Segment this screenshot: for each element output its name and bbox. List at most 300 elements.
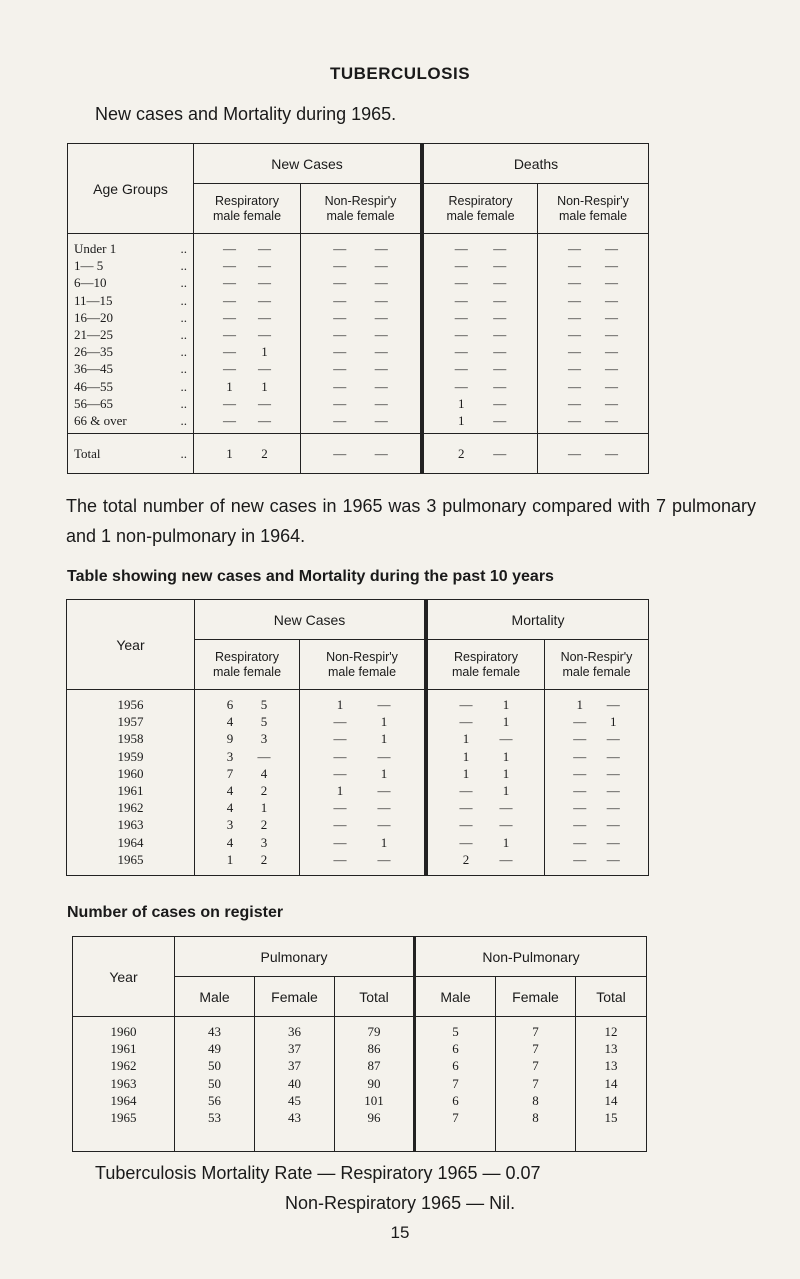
register-value: 37 <box>288 1041 301 1057</box>
register-value: 50 <box>208 1058 221 1074</box>
female-value: — <box>605 361 618 377</box>
total-deaths-respiratory: 2 — <box>422 434 538 474</box>
female-value: 2 <box>260 851 268 867</box>
female-value: — <box>374 292 388 308</box>
male-value: — <box>333 275 347 291</box>
value-pair <box>424 343 537 360</box>
register-value: 14 <box>604 1092 618 1108</box>
value-pair <box>424 378 537 395</box>
age-group-row <box>74 343 193 360</box>
value-pair <box>545 799 648 816</box>
female-value: — <box>374 395 388 411</box>
male-value: — <box>333 361 347 377</box>
age-group-row <box>74 412 193 429</box>
nonpulmonary-total-header: Total <box>576 977 647 1017</box>
female-value: 1 <box>260 800 268 816</box>
female-value: — <box>374 258 388 274</box>
female-value: — <box>374 361 388 377</box>
page-number: 15 <box>390 1223 410 1242</box>
female-value: — <box>374 344 388 360</box>
female-value: — <box>605 378 618 394</box>
age-group-label: 16—20 <box>74 309 113 325</box>
male-value: — <box>454 344 468 360</box>
leader-dots: .. <box>180 395 187 411</box>
value-pair <box>424 326 537 343</box>
male-value: — <box>223 275 236 291</box>
value-pair <box>538 343 648 360</box>
value-pair <box>194 240 300 257</box>
year-cell: 1964 <box>117 834 144 850</box>
register-value: 7 <box>532 1075 539 1091</box>
female-value: — <box>605 326 618 342</box>
nonpulmonary-female-values <box>496 1017 576 1152</box>
age-group-label: 6—10 <box>74 275 107 291</box>
male-value: — <box>333 258 347 274</box>
register-value: 6 <box>452 1041 459 1057</box>
year-header: Year <box>67 600 195 690</box>
value-pair <box>300 834 424 851</box>
value-pair <box>300 816 424 833</box>
female-value: 2 <box>260 782 268 798</box>
year-cell: 1958 <box>117 731 144 747</box>
nonpulmonary-male-values <box>415 1017 496 1152</box>
male-value: — <box>333 748 347 764</box>
value-pair <box>424 360 537 377</box>
value-pair <box>194 257 300 274</box>
register-value: 43 <box>288 1109 301 1125</box>
female-value: — <box>606 782 620 798</box>
value-pair <box>428 834 544 851</box>
value-pair <box>538 257 648 274</box>
respiratory-subheader: Respiratory male female <box>194 184 301 234</box>
age-group-row <box>74 257 193 274</box>
female-value: — <box>377 697 391 712</box>
female-value: 1 <box>261 344 268 360</box>
female-value: 1 <box>380 834 388 850</box>
year-cell: 1960 <box>117 765 144 781</box>
value-pair <box>301 240 420 257</box>
female-value: 1 <box>502 748 510 764</box>
male-value: — <box>573 817 587 833</box>
male-value: — <box>333 378 347 394</box>
female-value: — <box>605 292 618 308</box>
year-list <box>73 1017 175 1152</box>
male-value: — <box>223 241 236 256</box>
value-pair <box>301 343 420 360</box>
female-value: 1 <box>502 714 510 730</box>
female-value: — <box>605 309 618 325</box>
female-value: 1 <box>502 765 510 781</box>
value-pair <box>195 799 299 816</box>
female-value: 1 <box>380 714 388 730</box>
male-value: — <box>223 326 236 342</box>
value-pair <box>194 412 300 429</box>
male-value: — <box>333 309 347 325</box>
female-value: — <box>377 800 391 816</box>
year-cell: 1963 <box>110 1075 137 1091</box>
register-value: 36 <box>288 1024 301 1039</box>
male-value: — <box>573 851 587 867</box>
register-value: 13 <box>604 1058 618 1074</box>
pulmonary-male-header: Male <box>175 977 255 1017</box>
female-value: — <box>493 292 507 308</box>
value-pair <box>538 309 648 326</box>
male-value: — <box>333 344 347 360</box>
female-value: 3 <box>260 834 268 850</box>
male-value: — <box>573 782 587 798</box>
year-cell: 1961 <box>110 1041 137 1057</box>
respiratory-subheader: Respiratory male female <box>422 184 538 234</box>
year-cell: 1959 <box>117 748 144 764</box>
male-value: — <box>573 731 587 747</box>
non-respiratory-subheader: Non-Respir'y male female <box>301 184 423 234</box>
female-value: — <box>377 782 391 798</box>
value-pair <box>194 395 300 412</box>
value-pair <box>424 240 537 257</box>
male-value: 1 <box>458 395 465 411</box>
female-value: — <box>606 817 620 833</box>
value-pair <box>195 816 299 833</box>
male-value: — <box>568 275 581 291</box>
male-value: 3 <box>226 817 234 833</box>
register-value: 7 <box>532 1058 539 1074</box>
year-cell: 1962 <box>117 800 144 816</box>
value-pair <box>545 765 648 782</box>
male-value: 1 <box>226 378 233 394</box>
value-pair <box>428 696 544 713</box>
age-group-row <box>74 378 193 395</box>
female-value: — <box>493 361 507 377</box>
page-title: TUBERCULOSIS <box>329 64 471 83</box>
value-pair <box>428 713 544 730</box>
female-value: — <box>374 275 388 291</box>
value-pair <box>300 748 424 765</box>
female-value: 5 <box>260 714 268 730</box>
pulmonary-total-values <box>335 1017 415 1152</box>
age-group-row <box>74 292 193 309</box>
leader-dots: .. <box>180 258 187 274</box>
register-value: 56 <box>208 1092 221 1108</box>
male-value: — <box>573 765 587 781</box>
value-pair <box>195 713 299 730</box>
year-cell: 1957 <box>117 714 144 730</box>
male-value: — <box>454 292 468 308</box>
total-label: Total .. <box>68 434 194 474</box>
register-value: 14 <box>604 1075 618 1091</box>
age-group-label: 66 & over <box>74 412 127 428</box>
value-pair <box>195 765 299 782</box>
female-value: — <box>374 326 388 342</box>
value-pair <box>195 834 299 851</box>
male-value: — <box>333 800 347 816</box>
summary-paragraph: The total number of new cases in 1965 was 3 pulmonary compared with 7 pulmonary and 1 non-pulmonary in 1964. <box>66 496 756 546</box>
value-pair <box>194 326 300 343</box>
female-value: — <box>374 309 388 325</box>
male-value: — <box>454 361 468 377</box>
register-value: 5 <box>452 1024 459 1039</box>
female-value: — <box>377 851 391 867</box>
value-pair <box>194 292 300 309</box>
male-value: — <box>568 361 581 377</box>
value-pair <box>545 748 648 765</box>
value-pair <box>428 851 544 868</box>
year-cell: 1961 <box>117 782 144 798</box>
male-value: — <box>223 344 236 360</box>
male-value: 1 <box>462 731 470 747</box>
nonpulmonary-total-values <box>576 1017 647 1152</box>
register-value: 40 <box>288 1075 301 1091</box>
male-value: — <box>454 241 468 256</box>
value-pair <box>428 765 544 782</box>
female-value: 4 <box>260 765 268 781</box>
female-value: — <box>493 344 507 360</box>
value-pair <box>300 730 424 747</box>
pulmonary-male-values <box>175 1017 255 1152</box>
female-value: 2 <box>260 817 268 833</box>
male-value: — <box>568 258 581 274</box>
male-value: 4 <box>226 782 234 798</box>
male-value: — <box>568 395 581 411</box>
female-value: — <box>605 344 618 360</box>
female-value: — <box>606 834 620 850</box>
male-value: 6 <box>226 697 234 712</box>
value-pair <box>301 395 420 412</box>
female-value: — <box>493 258 507 274</box>
register-value: 90 <box>367 1075 381 1091</box>
value-pair <box>194 343 300 360</box>
age-group-label: 26—35 <box>74 344 113 360</box>
ten-year-cases-mortality-table <box>66 599 649 876</box>
new-cases-mortality-1965-table <box>67 143 649 474</box>
female-value: — <box>493 241 507 256</box>
age-group-row <box>74 326 193 343</box>
male-value: 1 <box>462 765 470 781</box>
mortality-rate-note <box>95 1158 541 1218</box>
male-value: — <box>333 241 347 256</box>
male-value: — <box>568 344 581 360</box>
age-group-row <box>74 240 193 257</box>
value-pair <box>538 378 648 395</box>
non-pulmonary-header: Non-Pulmonary <box>415 937 647 977</box>
male-value: 2 <box>462 851 470 867</box>
value-pair <box>424 274 537 291</box>
value-pair <box>300 851 424 868</box>
male-value: — <box>568 412 581 428</box>
age-group-label: 1— 5 <box>74 258 104 274</box>
section-subtitle: New cases and Mortality during 1965. <box>95 104 397 124</box>
total-new-nonrespiratory: — — <box>301 434 423 474</box>
female-value: 5 <box>260 697 268 712</box>
male-value: 1 <box>458 412 465 428</box>
register-value: 49 <box>208 1041 221 1057</box>
male-value: 7 <box>226 765 234 781</box>
non-respiratory-subheader: Non-Respir'y male female <box>545 640 649 690</box>
register-value: 7 <box>532 1024 539 1039</box>
register-value: 53 <box>208 1109 221 1125</box>
female-value: — <box>258 326 271 342</box>
male-value: — <box>333 817 347 833</box>
female-value: — <box>374 241 388 256</box>
mortality-respiratory-values <box>426 690 545 876</box>
value-pair <box>538 240 648 257</box>
value-pair <box>194 309 300 326</box>
register-value: 43 <box>208 1024 221 1039</box>
female-value: — <box>377 748 391 764</box>
female-value: — <box>258 361 271 377</box>
deaths-nonrespiratory-values <box>538 234 649 434</box>
age-group-label: Under 1 <box>74 241 117 256</box>
leader-dots: .. <box>180 412 187 428</box>
male-value: — <box>459 800 473 816</box>
age-group-row <box>74 309 193 326</box>
pulmonary-female-header: Female <box>255 977 335 1017</box>
value-pair <box>301 274 420 291</box>
value-pair <box>424 395 537 412</box>
male-value: — <box>333 395 347 411</box>
leader-dots: .. <box>180 361 187 377</box>
female-value: — <box>606 800 620 816</box>
value-pair <box>545 713 648 730</box>
female-value: — <box>606 765 620 781</box>
value-pair <box>538 292 648 309</box>
mortality-rate-nonrespiratory: Non-Respiratory 1965 — Nil. <box>285 1193 516 1213</box>
male-value: — <box>568 326 581 342</box>
age-group-row <box>74 395 193 412</box>
register-value: 8 <box>532 1109 539 1125</box>
year-list <box>67 690 195 876</box>
value-pair <box>545 782 648 799</box>
female-value: — <box>257 748 271 764</box>
female-value: — <box>605 395 618 411</box>
value-pair <box>301 292 420 309</box>
male-value: 4 <box>226 714 234 730</box>
value-pair <box>424 257 537 274</box>
female-value: 1 <box>502 697 510 712</box>
female-value: — <box>499 851 513 867</box>
male-value: 1 <box>336 782 344 798</box>
register-value: 6 <box>452 1058 459 1074</box>
value-pair <box>545 816 648 833</box>
total-deaths-nonrespiratory: — — <box>538 434 649 474</box>
value-pair <box>300 799 424 816</box>
new-cases-header: New Cases <box>195 600 427 640</box>
male-value: — <box>333 292 347 308</box>
female-value: — <box>493 309 507 325</box>
leader-dots: .. <box>180 326 187 342</box>
female-value: — <box>258 395 271 411</box>
non-respiratory-subheader: Non-Respir'y male female <box>300 640 427 690</box>
value-pair <box>301 360 420 377</box>
value-pair <box>301 412 420 429</box>
register-value: 86 <box>367 1041 381 1057</box>
male-value: — <box>333 731 347 747</box>
value-pair <box>428 799 544 816</box>
male-value: — <box>459 834 473 850</box>
register-value: 101 <box>364 1092 384 1108</box>
value-pair <box>194 378 300 395</box>
male-value: — <box>568 309 581 325</box>
female-value: — <box>605 241 618 256</box>
female-value: 1 <box>380 765 388 781</box>
male-value: — <box>454 275 468 291</box>
deaths-respiratory-values <box>422 234 538 434</box>
male-value: 4 <box>226 834 234 850</box>
value-pair <box>301 257 420 274</box>
value-pair <box>538 274 648 291</box>
leader-dots: .. <box>180 275 187 291</box>
non-respiratory-subheader: Non-Respir'y male female <box>538 184 649 234</box>
register-value: 7 <box>532 1041 539 1057</box>
value-pair <box>545 730 648 747</box>
value-pair <box>300 696 424 713</box>
year-cell: 1965 <box>110 1109 137 1125</box>
female-value: 1 <box>502 834 510 850</box>
female-value: 1 <box>380 731 388 747</box>
female-value: — <box>377 817 391 833</box>
mortality-rate-respiratory: Tuberculosis Mortality Rate — Respiratory 1965 — 0.07 <box>95 1163 541 1183</box>
male-value: — <box>333 851 347 867</box>
value-pair <box>301 326 420 343</box>
value-pair <box>545 851 648 868</box>
age-group-row <box>74 274 193 291</box>
age-group-label: 36—45 <box>74 361 113 377</box>
leader-dots: .. <box>180 309 187 325</box>
register-value: 37 <box>288 1058 301 1074</box>
female-value: — <box>493 275 507 291</box>
male-value: — <box>459 714 473 730</box>
new-respiratory-values <box>195 690 300 876</box>
age-group-list <box>68 234 194 434</box>
female-value: — <box>499 817 513 833</box>
female-value: — <box>605 412 618 428</box>
male-value: — <box>568 378 581 394</box>
register-value: 7 <box>452 1109 459 1125</box>
ten-year-table-heading: Table showing new cases and Mortality during the past 10 years <box>67 568 554 585</box>
value-pair <box>195 730 299 747</box>
value-pair <box>301 378 420 395</box>
male-value: — <box>333 714 347 730</box>
female-value: — <box>493 378 507 394</box>
male-value: — <box>223 361 236 377</box>
male-value: — <box>333 834 347 850</box>
male-value: — <box>568 292 581 308</box>
female-value: — <box>258 241 271 256</box>
age-group-row <box>74 360 193 377</box>
year-cell: 1964 <box>110 1092 137 1108</box>
mortality-header: Mortality <box>426 600 649 640</box>
female-value: — <box>493 412 507 428</box>
male-value: 3 <box>226 748 234 764</box>
value-pair <box>538 360 648 377</box>
female-value: — <box>606 731 620 747</box>
year-cell: 1965 <box>117 851 144 867</box>
male-value: — <box>459 782 473 798</box>
value-pair <box>195 748 299 765</box>
value-pair <box>195 782 299 799</box>
male-value: — <box>333 326 347 342</box>
male-value: — <box>223 309 236 325</box>
register-value: 6 <box>452 1092 459 1108</box>
male-value: 1 <box>576 697 583 712</box>
male-value: — <box>568 241 581 256</box>
total-new-respiratory: 1 2 <box>194 434 301 474</box>
female-value: — <box>258 258 271 274</box>
value-pair <box>424 309 537 326</box>
value-pair <box>538 395 648 412</box>
male-value: — <box>223 258 236 274</box>
female-value: 1 <box>610 714 617 730</box>
new-nonrespiratory-values <box>301 234 423 434</box>
